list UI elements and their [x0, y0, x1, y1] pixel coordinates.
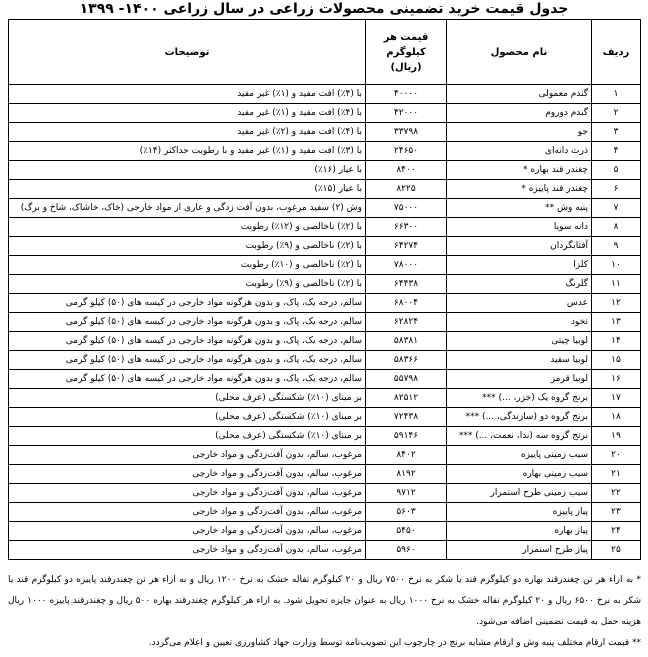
row-number-cell: ۲۵: [592, 541, 641, 560]
table-row: [9, 503, 641, 522]
table-row: [9, 237, 641, 256]
product-name-cell: نخود: [447, 313, 592, 332]
table-row: [9, 161, 641, 180]
product-name-cell: برنج گروه یک (خزر، ...) ***: [447, 389, 592, 408]
product-name-cell: کلزا: [447, 256, 592, 275]
row-number-cell: ۱۴: [592, 332, 641, 351]
description-cell: سالم، درجه یک، پاک، و بدون هرگونه مواد خارجی در کیسه های (۵۰) کیلو گرمی: [9, 332, 366, 351]
table-row: [9, 465, 641, 484]
product-name-cell: گندم معمولی: [447, 85, 592, 104]
table-row: [9, 123, 641, 142]
product-name-cell: آفتابگردان: [447, 237, 592, 256]
table-row: [9, 142, 641, 161]
product-name-cell: پنبه وش **: [447, 199, 592, 218]
price-cell: ۷۲۴۳۸: [366, 408, 447, 427]
product-name-cell: جو: [447, 123, 592, 142]
table-row: [9, 85, 641, 104]
row-number-cell: ۱: [592, 85, 641, 104]
description-cell: با (۳٪) افت مفید و (۱٪) غیر مفید و با رطوبت حداکثر (۱۴٪): [9, 142, 366, 161]
description-cell: با عیار (۱۶٪): [9, 161, 366, 180]
table-row: [9, 275, 641, 294]
description-cell: مرغوب، سالم، بدون آفت‌زدگی و مواد خارجی: [9, 503, 366, 522]
table-row: [9, 484, 641, 503]
description-cell: با (۲٪) ناخالصی و (۹٪) رطوبت: [9, 237, 366, 256]
price-cell: ۶۴۴۳۸: [366, 275, 447, 294]
row-number-cell: ۱۵: [592, 351, 641, 370]
description-cell: سالم، درجه یک، پاک، و بدون هرگونه مواد خارجی در کیسه های (۵۰) کیلو گرمی: [9, 294, 366, 313]
product-name-cell: لوبیا قرمز: [447, 370, 592, 389]
description-cell: مرغوب، سالم، بدون آفت‌زدگی و مواد خارجی: [9, 522, 366, 541]
price-cell: ۷۸۰۰۰: [366, 256, 447, 275]
row-number-cell: ۲۳: [592, 503, 641, 522]
row-number-cell: ۱۳: [592, 313, 641, 332]
row-number-cell: ۲۰: [592, 446, 641, 465]
row-number-cell: ۵: [592, 161, 641, 180]
description-cell: با (۴٪) افت مفید و (۱٪) غیر مفید: [9, 85, 366, 104]
row-number-cell: ۱۸: [592, 408, 641, 427]
product-name-cell: پیاز بهاره: [447, 522, 592, 541]
description-cell: با (۴٪) افت مفید و (۲٪) غیر مفید: [9, 123, 366, 142]
price-cell: ۹۷۱۲: [366, 484, 447, 503]
description-cell: با (۲٪) ناخالصی و (۱۲٪) رطوبت: [9, 218, 366, 237]
description-cell: مرغوب، سالم، بدون آفت‌زدگی و مواد خارجی: [9, 484, 366, 503]
price-table: [8, 19, 641, 560]
description-cell: بر مبنای (۱۰٪) شکستگی (عرف محلی): [9, 427, 366, 446]
description-cell: سالم، درجه یک، پاک، و بدون هرگونه مواد خارجی در کیسه های (۵۰) کیلو گرمی: [9, 313, 366, 332]
footnote-sugar-beet: * به ازاء هر تن چغندرقند بهاره دو کیلوگرم قند یا شکر به نرخ ۷۵۰۰ ریال و ۲۰ کیلوگرم تفاله خشک به نرخ ۱۲۰۰ ریال و به ازاء هر تن چغندرقند پاییزه دو کیلوگرم قند یا شکر به نرخ ۶۵۰۰ ریال و ۲۰ کیلوگرم تفاله خشک به نرخ ۱۰۰۰ ریال به عنوان جایزه تحویل شود. به ازاء هر کیلوگرم چغندرقند بهاره ۵۰۰ ریال و چغندرقند پاییزه ۱۰۰۰ ریال هزینه حمل به قیمت تضمینی اضافه می‌شود.: [8, 575, 642, 627]
price-cell: ۸۲۵۱۲: [366, 389, 447, 408]
row-number-cell: ۲۱: [592, 465, 641, 484]
description-cell: با (۴٪) افت مفید و (۱٪) غیر مفید: [9, 104, 366, 123]
table-row: [9, 427, 641, 446]
product-name-cell: سیب زمینی پاییزه: [447, 446, 592, 465]
product-name-cell: پیاز پاییزه: [447, 503, 592, 522]
price-cell: ۲۴۶۵۰: [366, 142, 447, 161]
product-name-cell: گندم دوروم: [447, 104, 592, 123]
description-cell: با عیار (۱۵٪): [9, 180, 366, 199]
price-cell: ۵۵۷۹۸: [366, 370, 447, 389]
product-name-cell: لوبیا چیتی: [447, 332, 592, 351]
row-number-cell: ۲۴: [592, 522, 641, 541]
document-title: جدول قیمت خرید تضمینی محصولات زراعی در سال زراعی ۱۴۰۰- ۱۳۹۹: [79, 1, 569, 17]
header-price: قیمت هر کیلوگرم (ریال): [366, 20, 447, 85]
price-cell: ۵۹۶۰: [366, 541, 447, 560]
row-number-cell: ۲: [592, 104, 641, 123]
row-number-cell: ۱۷: [592, 389, 641, 408]
price-cell: ۶۶۳۰۰: [366, 218, 447, 237]
header-row-number: ردیف: [592, 20, 641, 85]
product-name-cell: برنج گروه دو (سازندگی، ...) ***: [447, 408, 592, 427]
price-cell: ۴۰۰۰۰: [366, 85, 447, 104]
table-row: [9, 446, 641, 465]
price-cell: ۸۲۲۵: [366, 180, 447, 199]
product-name-cell: برنج گروه سه (ندا، نعمت، ...) ***: [447, 427, 592, 446]
table-body: [9, 85, 641, 560]
row-number-cell: ۳: [592, 123, 641, 142]
header-product-name: نام محصول: [447, 20, 592, 85]
table-row: [9, 370, 641, 389]
price-cell: ۸۱۹۲: [366, 465, 447, 484]
row-number-cell: ۲۲: [592, 484, 641, 503]
product-name-cell: عدس: [447, 294, 592, 313]
product-name-cell: چغندر قند بهاره *: [447, 161, 592, 180]
table-row: [9, 218, 641, 237]
price-cell: ۸۴۰۲: [366, 446, 447, 465]
row-number-cell: ۸: [592, 218, 641, 237]
price-cell: ۸۴۰۰: [366, 161, 447, 180]
description-cell: مرغوب، سالم، بدون آفت‌زدگی و مواد خارجی: [9, 541, 366, 560]
table-row: [9, 256, 641, 275]
product-name-cell: گلرنگ: [447, 275, 592, 294]
product-name-cell: دانه سویا: [447, 218, 592, 237]
row-number-cell: ۱۹: [592, 427, 641, 446]
row-number-cell: ۶: [592, 180, 641, 199]
row-number-cell: ۱۱: [592, 275, 641, 294]
table-row: [9, 541, 641, 560]
footnotes: [8, 570, 641, 654]
price-cell: ۵۸۳۶۶: [366, 351, 447, 370]
row-number-cell: ۱۶: [592, 370, 641, 389]
row-number-cell: ۹: [592, 237, 641, 256]
product-name-cell: پیاز طرح استمرار: [447, 541, 592, 560]
product-name-cell: ذرت دانه‌ای: [447, 142, 592, 161]
description-cell: سالم، درجه یک، پاک، و بدون هرگونه مواد خارجی در کیسه های (۵۰) کیلو گرمی: [9, 370, 366, 389]
price-cell: ۴۲۰۰۰: [366, 104, 447, 123]
description-cell: مرغوب، سالم، بدون آفت‌زدگی و مواد خارجی: [9, 465, 366, 484]
price-cell: ۳۳۷۹۸: [366, 123, 447, 142]
row-number-cell: ۴: [592, 142, 641, 161]
price-cell: ۶۴۲۷۴: [366, 237, 447, 256]
table-row: [9, 104, 641, 123]
table-row: [9, 313, 641, 332]
table-row: [9, 199, 641, 218]
price-cell: ۵۹۱۴۶: [366, 427, 447, 446]
price-cell: ۷۵۰۰۰: [366, 199, 447, 218]
product-name-cell: لوبیا سفید: [447, 351, 592, 370]
table-row: [9, 180, 641, 199]
description-cell: بر مبنای (۱۰٪) شکستگی (عرف محلی): [9, 389, 366, 408]
description-cell: وش (۲) سفید مرغوب، بدون آفت زدگی و عاری از مواد خارجی (خاک، خاشاک، شاخ و برگ): [9, 199, 366, 218]
table-row: [9, 522, 641, 541]
table-row: [9, 389, 641, 408]
row-number-cell: ۱۲: [592, 294, 641, 313]
price-cell: ۵۸۳۸۱: [366, 332, 447, 351]
table-row: [9, 294, 641, 313]
description-cell: با (۲٪) ناخالصی و (۱۰٪) رطوبت: [9, 256, 366, 275]
table-row: [9, 332, 641, 351]
price-cell: ۵۴۵۰: [366, 522, 447, 541]
description-cell: بر مبنای (۱۰٪) شکستگی (عرف محلی): [9, 408, 366, 427]
product-name-cell: چغندر قند پاییزه *: [447, 180, 592, 199]
table-header-row: [9, 20, 641, 85]
table-row: [9, 408, 641, 427]
header-description: توضیحات: [9, 20, 366, 85]
row-number-cell: ۷: [592, 199, 641, 218]
product-name-cell: سیب زمینی طرح استمرار: [447, 484, 592, 503]
description-cell: با (۲٪) ناخالصی و (۹٪) رطوبت: [9, 275, 366, 294]
footnote-cotton-rice: ** قیمت ارقام مختلف پنبه وش و ارقام مشابه برنج در چارچوب این تصویب‌نامه توسط وزارت جهاد کشاورزی تعیین و اعلام می‌گردد.: [148, 638, 641, 648]
price-cell: ۵۶۰۳: [366, 503, 447, 522]
row-number-cell: ۱۰: [592, 256, 641, 275]
description-cell: مرغوب، سالم، بدون آفت‌زدگی و مواد خارجی: [9, 446, 366, 465]
product-name-cell: سیب زمینی بهاره: [447, 465, 592, 484]
price-cell: ۶۲۸۲۴: [366, 313, 447, 332]
table-row: [9, 351, 641, 370]
description-cell: سالم، درجه یک، پاک، و بدون هرگونه مواد خارجی در کیسه های (۵۰) کیلو گرمی: [9, 351, 366, 370]
price-cell: ۶۸۰۰۴: [366, 294, 447, 313]
